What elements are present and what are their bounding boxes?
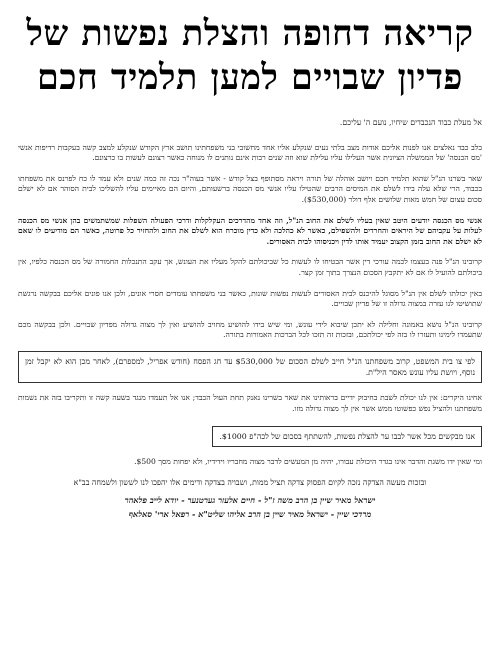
title-line-2: פדיון שבויים למען תלמיד חכם	[37, 57, 463, 98]
paragraph-3: אנשי מס הכנסה יודעים היטב שאין בעליו לשלם את החוב הנ"ל, וזה אחד מהדרכים העקלקלות ודרכי הפעולה השפלות שמשתמשים בהן אנשי מס הכנסה לעלות על עקביהם של היראים והחרדים ולהשפילם, כאשר לא כהלכה ולא כדין מוכרח הוא לשלם את החוב ולהחזיר כל פרוטה, כאשר הם מודיעים לו שאם לא ישלם את החוב בזמן הקצוב יעמיד אותו לדין ויכניסוהו לבית האסורים.	[18, 215, 482, 246]
paragraph-appeal: אחינו היקרים: אין לנו יכולת לשבת בחיבוק ידיים בראותינו את שאר בשרינו נאנק תחת העול הכבד; אנו אל תעמדו מנגד בשעה קשה זו ותקריבו בזה את נשמות משפחתנו ולהציל נפש כפשוטו ממש אשר אין לך מצוה גדולה מזו.	[18, 392, 482, 413]
signature-line-1: ישראל מאיר שיין בן הרב משה ז"ל - חיים אלעזר גערטנער - יודא לייב פלאהר	[124, 494, 376, 505]
paragraph-6: קרובינו הנ"ל נושא באמונה וחלילה לא יתכן שיבוא לידי עונש, ומי שיש בידו להושיע מחויב להושיע ואין לך מצוה גדולה מפדיון שבויים. ולכן בבקשה מכם שתעמדו לימינו ותעזרו לו בזה לפי יכולתכם, ובזכות זה תזכו לכל הברכות האמורות בתורה.	[18, 319, 482, 340]
paragraph-4: קרובינו הנ"ל פנה בעצמו לכמה עורכי דין אשר הבטיחו לו לעשות כל שביכולתם להקל מעליו את העונש, אך עקב התנכלות החמורה של מס הכנסה כלפיו, אין ביכולתם להועיל לו אם לא יתקבץ הסכום הנצרך בתוך זמן קצר.	[18, 257, 482, 277]
letter-title	[18, 0, 482, 100]
paragraph-2: שאר בשרנו הנ"ל שהוא תלמיד חכם ויושב אוהלה של תורה ויראה מסתופף בצל קודש - אשר בעוה"ר נכה זה כמה שנים ולא עמד לו כח לפרנס את משפחתו בכבוד, הרי שלא עלה בידו לשלם את המיסים הרבים שהטילו עליו אנשי מס הכנסה ברשעותם, והיום הם מאיימים עליו להשליכו לבית הסוהר אם לא ישלם סכום עצום של חמש מאות שלושים אלף דולר ($530,000).	[18, 173, 482, 204]
paragraph-5: באין יכולתו לשלם אין הנ"ל מסוגל להיכנס לבית האסורים לעשות נפשות שונות, כאשר בני משפחתו עומדים חסרי אונים, ולכן אנו פונים אליכם בבקשה נרגשת שתושיטו לנו עזרה במצוה גדולה זו של פדיון שבויים.	[18, 288, 482, 309]
donation-request-box: אנו מבקשים מכל אשר לבבו ער להצלת נפשות, להשתתף בסכום של לכה"פ $1000.	[212, 426, 482, 447]
letter-body	[18, 118, 482, 521]
paragraph-minimum: ומי שאין ידו משגת והדבר אינו בגדר היכולת עבורו, יהיה מן המעשים לדבר מצוה מחבריו וידידיו, ולא יפחות מסך $500.	[134, 457, 482, 467]
signature-line-2: מרדכי שיין - ישראל מאיר שיין בן הרב אליהו שליט"א - רפאל ארי' סאלאף	[128, 508, 372, 519]
greeting: אל מעלת כבוד הנכבדים שיחיו, נועם ה' עליכם.	[339, 118, 482, 127]
court-order-box: לפי צו בית המשפט, קרוב משפחתנו הנ"ל חייב לשלם הסכום של $530,000 עד חג הפסח (חודש אפריל, למספרם), לאחר מכן הוא לא יקבל זמן נוסף, ויושת עליו עונש מאסר היל"ת.	[18, 351, 482, 383]
title-line-1: קריאה דחופה והצלת נפשות של	[26, 13, 474, 54]
paragraph-1: בלב כבד נאלצים אנו לפנות אליכם אודות מצב בלתי נעים שנקלע אליו אחד מחשובי בני משפחתינו תושב ארץ הקודש שנקלע למצב קשה בעקבות רדיפות אנשי 'מס הכנסה' של הממשלה הציונית אשר העלילו עליו עלילת שוא וזה שנים רבות אינם נותנים לו מנוחה כאשר רצונם לעשות בו כרצונם.	[18, 142, 482, 163]
closing-blessing: ובזכות מעשה הצדקה נזכה לקיום הפסוק צדקה תציל ממות, ושבויה בצדקה ודימים אלו יהפכו לנו לששון ולשמחה בב"א	[73, 477, 427, 487]
